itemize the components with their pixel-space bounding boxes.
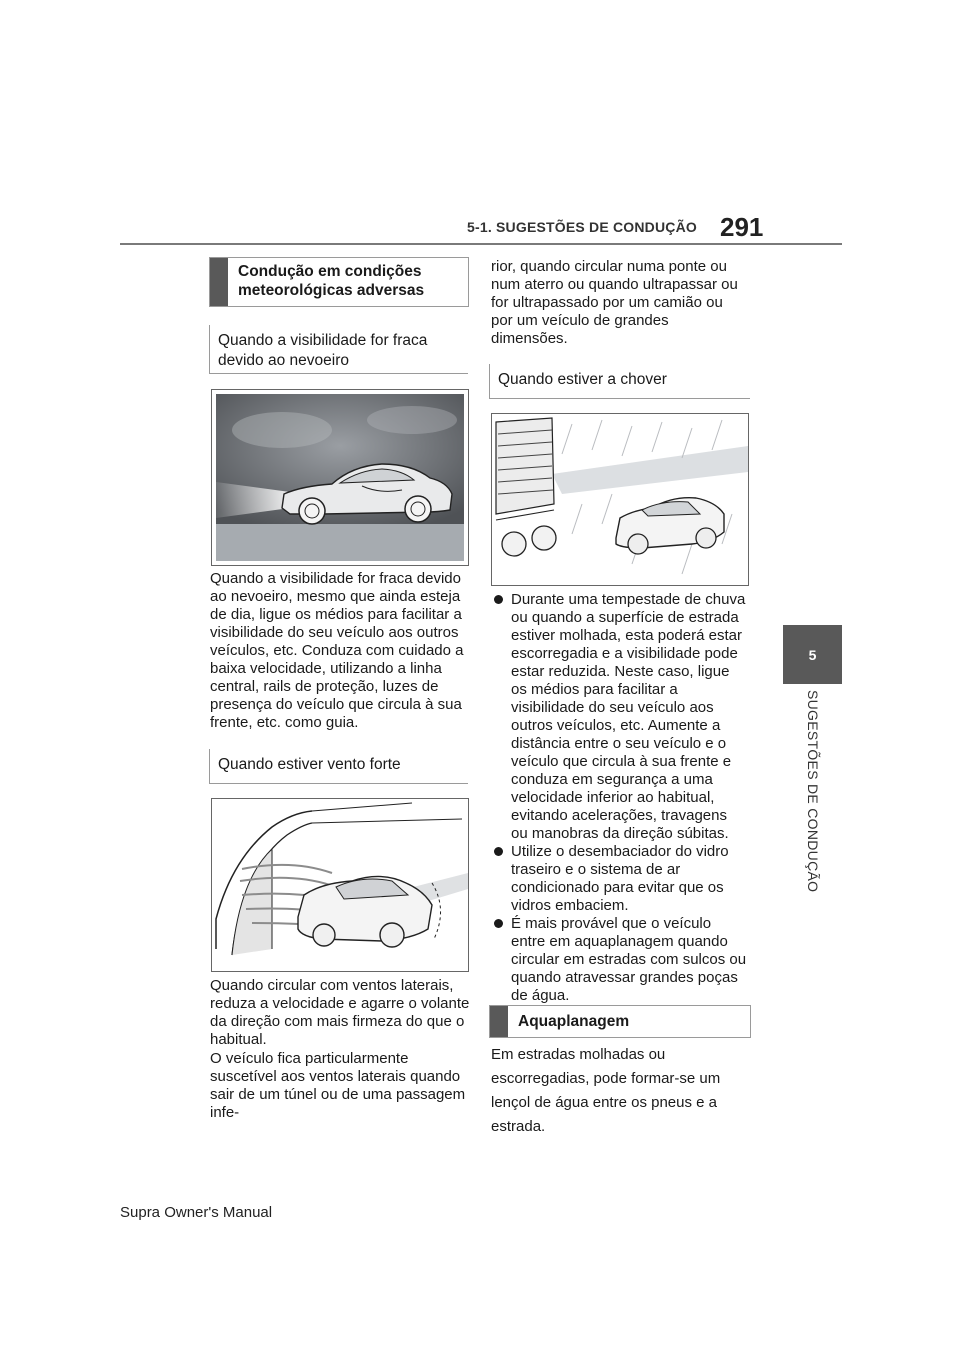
rain-heading: Quando estiver a chover: [498, 371, 667, 388]
section-title: 5-1. SUGESTÕES DE CONDUÇÃO: [467, 219, 698, 235]
rain-bullet-2: Utilize o desembaciador do vidro traseiro e o sistema de ar condicionado para evitar que os vidros embaciem.: [511, 843, 729, 914]
bullet-icon: [494, 847, 503, 856]
wind-paragraph-1: Quando circular com ventos laterais, reduza a velocidade e agarre o volante da direção com mais firmeza do que o habitual.: [210, 977, 470, 1048]
aquaplaning-heading: Aquaplanagem: [518, 1013, 630, 1030]
rain-car-truck-drawing: [492, 414, 748, 585]
fog-illustration: [211, 389, 469, 566]
rain-illustration: [491, 413, 749, 586]
fog-heading: Quando a visibilidade for fraca devido ao nevoeiro: [218, 332, 428, 369]
fog-car-drawing: [212, 390, 468, 565]
wind-paragraph-2: O veículo fica particularmente suscetível aos ventos laterais quando sair de um túnel ou de uma passagem infe-: [210, 1050, 466, 1121]
bullet-icon: [494, 595, 503, 604]
rain-bullet-1: Durante uma tempestade de chuva ou quando a superfície de estrada estiver molhada, esta poderá estar escorregadia e a visibilidade pode estar reduzida. Neste caso, ligue os médios para facilitar a visibilidade do seu veículo aos outros veículos, etc. Aumente a distância entre o seu veículo e o veículo que circula à sua frente e conduza em segurança a uma velocidade inferior ao habitual, evitando acelerações, travagens ou manobras da direção súbitas.: [511, 591, 746, 842]
list-item: [491, 843, 747, 915]
heading-bar: [210, 258, 228, 306]
bullet-icon: [494, 919, 503, 928]
rain-bullet-3: É mais provável que o veículo entre em aquaplanagem quando circular em estradas com sulcos ou quando atravessar grandes poças de água.: [511, 915, 747, 1004]
aquaplaning-heading-box: [489, 1005, 751, 1038]
chapter-side-title: [783, 690, 842, 920]
chapter-number: 5: [808, 646, 817, 663]
chapter-side-title-text: SUGESTÕES DE CONDUÇÃO: [804, 690, 821, 893]
aquaplaning-paragraph: Em estradas molhadas ou escorregadias, pode formar-se um lençol de água entre os pneus e a estrada.: [491, 1046, 721, 1135]
rain-heading-box: [489, 364, 750, 399]
rain-bullet-list: [491, 591, 747, 1005]
main-heading-box: [209, 257, 469, 307]
wind-tunnel-drawing: [212, 799, 468, 971]
main-heading: Condução em condições meteorológicas adversas: [238, 263, 425, 299]
list-item: [491, 915, 747, 1005]
footer-manual-title: Supra Owner's Manual: [120, 1204, 273, 1221]
list-item: [491, 591, 747, 843]
wind-illustration: [211, 798, 469, 972]
page-number: 291: [720, 212, 764, 242]
fog-heading-box: [209, 325, 468, 374]
fog-paragraph: Quando a visibilidade for fraca devido ao nevoeiro, mesmo que ainda esteja de dia, ligue os médios para facilitar a visibilidade do seu veículo aos outros veículos, etc. Conduza com cuidado a baixa velocidade, utilizando a linha central, rails de proteção, luzes de presença do veículo que circula à sua frente, etc. como guia.: [210, 570, 464, 731]
header-rule: [120, 243, 842, 245]
aquaplaning-text-block: [491, 1043, 747, 1139]
heading-bar: [490, 1006, 508, 1037]
continuation-paragraph: rior, quando circular numa ponte ou num aterro ou quando ultrapassar ou for ultrapassado por um camião ou por um veículo de grandes dimensões.: [491, 258, 738, 347]
wind-heading: Quando estiver vento forte: [218, 756, 401, 773]
chapter-tab: [783, 625, 842, 684]
wind-heading-box: [209, 749, 468, 784]
